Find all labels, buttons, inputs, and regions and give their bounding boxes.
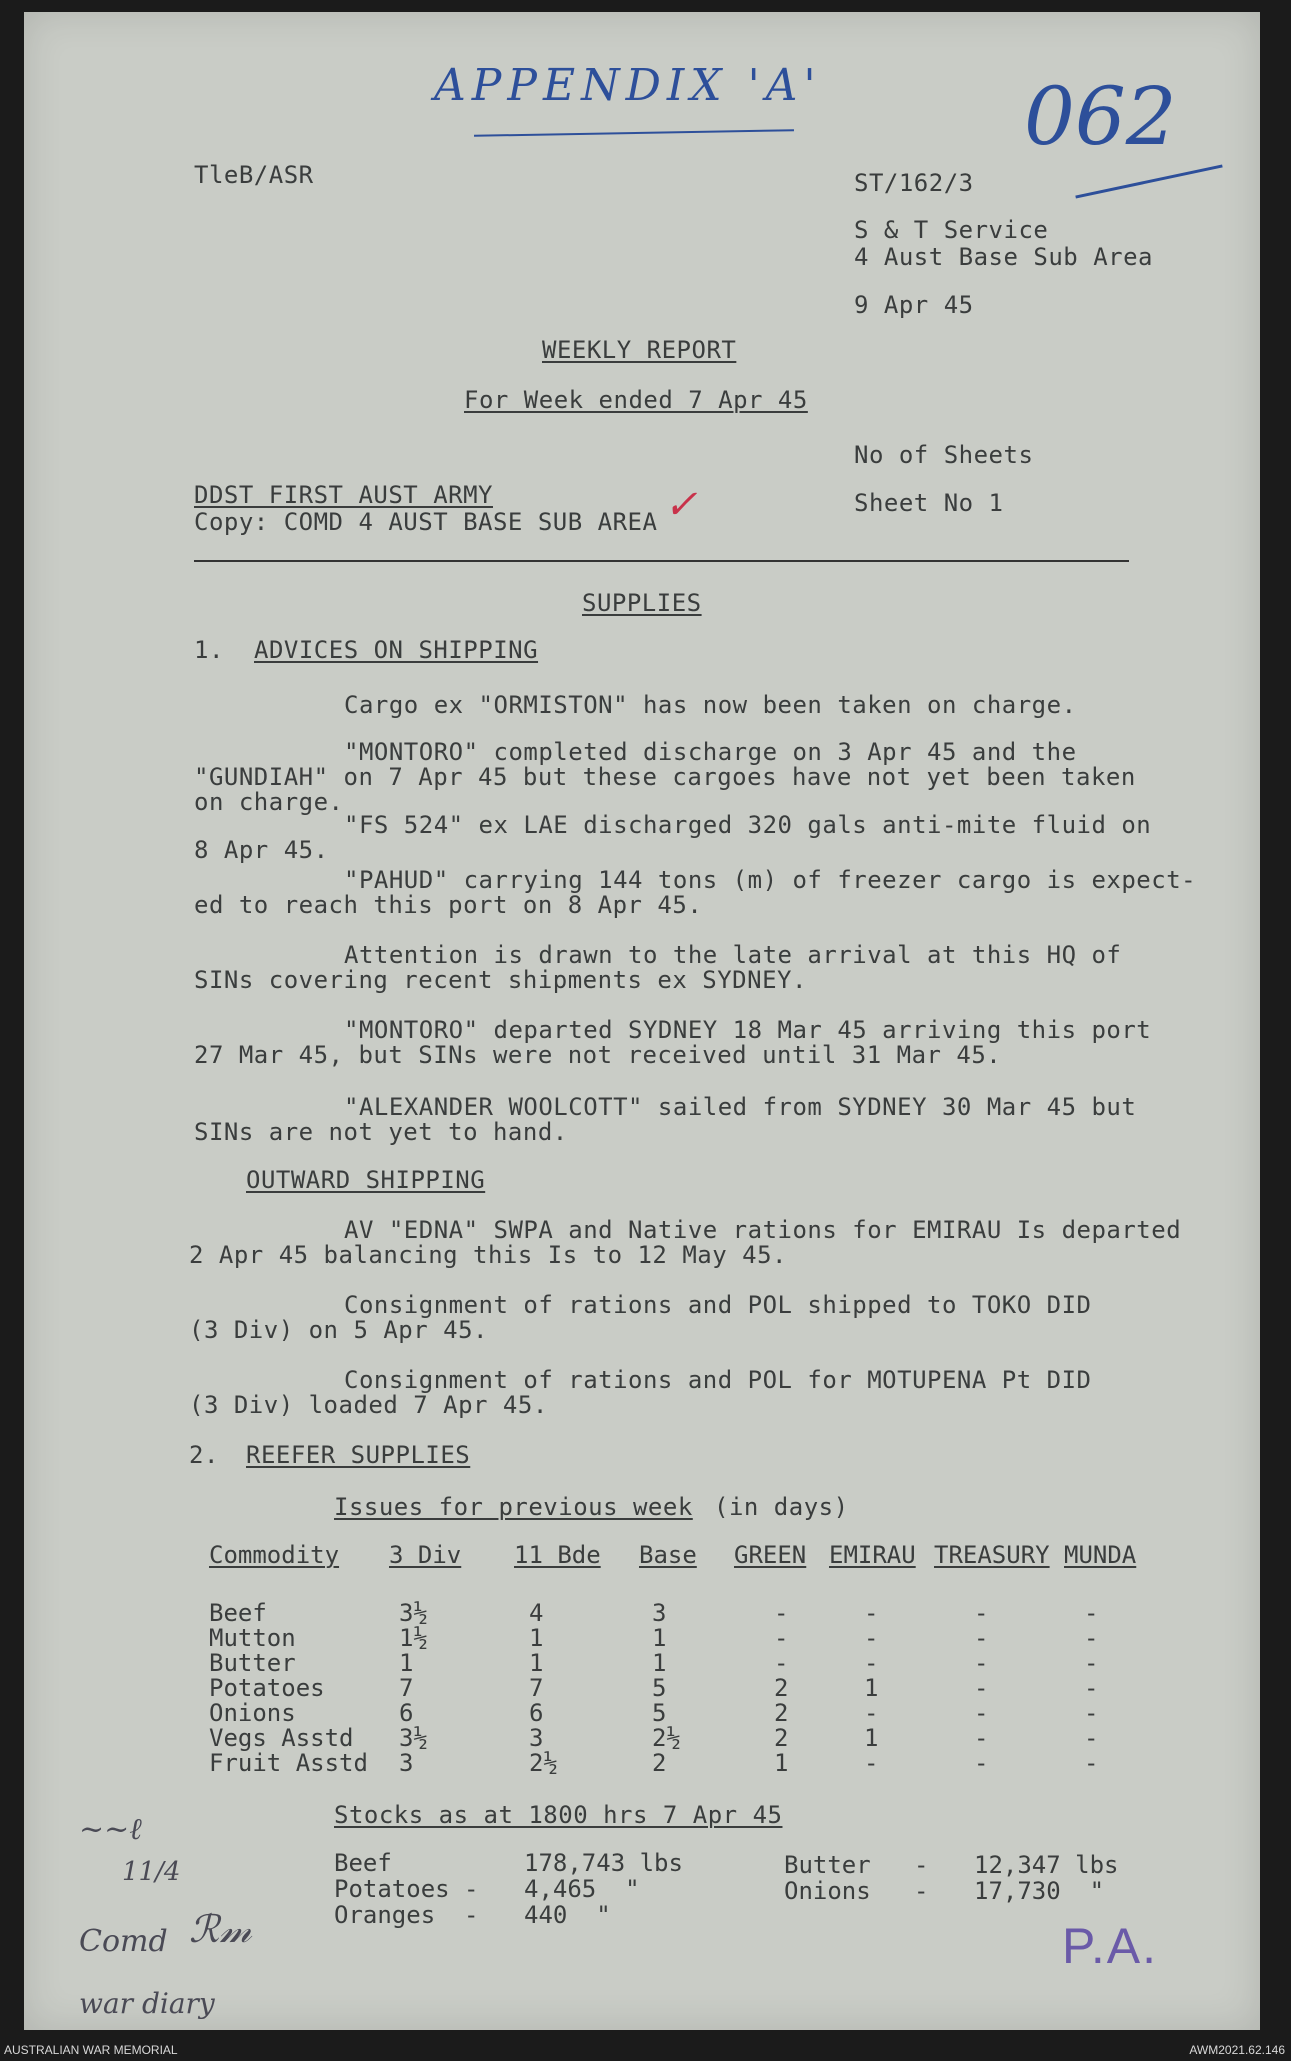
footer-right: AWM2021.62.146 (1189, 2043, 1285, 2057)
issues-table-header (184, 1542, 1184, 1578)
issue-days-cell: - (774, 1599, 789, 1627)
issue-days-cell: - (974, 1724, 989, 1752)
stock-qty: 12,347 lbs (974, 1851, 1119, 1879)
col-header-treasury: TREASURY (934, 1541, 1050, 1569)
col-header-emirau: EMIRAU (829, 1541, 916, 1569)
issue-days-cell: 3½ (399, 1599, 428, 1627)
issue-days-cell: 6 (399, 1699, 414, 1727)
unit-line-2: 4 Aust Base Sub Area (854, 243, 1153, 271)
para-edna-2: 2 Apr 45 balancing this Is to 12 May 45. (189, 1241, 787, 1269)
unit-line-1: S & T Service (854, 216, 1049, 244)
stock-item: Onions (784, 1877, 871, 1905)
appendix-underline (474, 129, 794, 137)
issue-days-cell: - (864, 1749, 879, 1777)
issue-days-cell: 3½ (399, 1724, 428, 1752)
issue-days-cell: - (774, 1624, 789, 1652)
table-row (184, 1725, 1184, 1750)
issue-days-cell: - (974, 1674, 989, 1702)
para-ormiston: Cargo ex "ORMISTON" has now been taken on charge. (344, 691, 1077, 719)
para-fs524-1: "FS 524" ex LAE discharged 320 gals anti-mite fluid on (344, 811, 1152, 839)
issue-days-cell: 1 (399, 1649, 414, 1677)
table-row (184, 1700, 1184, 1725)
issues-suffix: (in days) (714, 1493, 849, 1521)
issue-days-cell: - (974, 1649, 989, 1677)
issue-days-cell: - (1084, 1599, 1099, 1627)
commodity-cell: Potatoes (209, 1674, 325, 1702)
addressee: DDST FIRST AUST ARMY (194, 481, 493, 509)
issue-days-cell: 7 (529, 1674, 544, 1702)
section-1-number: 1. (194, 636, 224, 664)
col-header-3-div: 3 Div (389, 1541, 462, 1569)
issue-days-cell: 3 (529, 1724, 544, 1752)
para-attention-2: SINs covering recent shipments ex SYDNEY. (194, 966, 807, 994)
para-montoro-sins-2: 27 Mar 45, but SINs were not received until 31 Mar 45. (194, 1041, 1002, 1069)
issue-days-cell: 7 (399, 1674, 414, 1702)
commodity-cell: Onions (209, 1699, 296, 1727)
issue-days-cell: 2 (774, 1699, 789, 1727)
stock-dash: - (914, 1851, 929, 1879)
issue-days-cell: 2 (652, 1749, 667, 1777)
copy-to: Copy: COMD 4 AUST BASE SUB AREA (194, 508, 658, 536)
footer-left: AUSTRALIAN WAR MEMORIAL (4, 2043, 178, 2057)
issue-days-cell: 1 (529, 1624, 544, 1652)
table-row (184, 1750, 1184, 1775)
issue-days-cell: - (974, 1599, 989, 1627)
issue-days-cell: - (974, 1699, 989, 1727)
section-2-heading: REEFER SUPPLIES (246, 1441, 471, 1469)
para-toko-2: (3 Div) on 5 Apr 45. (189, 1316, 488, 1344)
section-2-number: 2. (189, 1441, 219, 1469)
issue-days-cell: 5 (652, 1674, 667, 1702)
issue-days-cell: 3 (652, 1599, 667, 1627)
para-montoro-sins-1: "MONTORO" departed SYDNEY 18 Mar 45 arriving this port (344, 1016, 1152, 1044)
issue-days-cell: 1 (652, 1649, 667, 1677)
issue-days-cell: - (1084, 1749, 1099, 1777)
table-row (184, 1675, 1184, 1700)
issue-days-cell: 1 (864, 1724, 879, 1752)
no-of-sheets: No of Sheets (854, 441, 1034, 469)
issue-days-cell: 5 (652, 1699, 667, 1727)
issue-days-cell: - (974, 1624, 989, 1652)
issue-days-cell: - (864, 1699, 879, 1727)
issue-days-cell: 2½ (529, 1749, 558, 1777)
issue-days-cell: 4 (529, 1599, 544, 1627)
issue-days-cell: - (774, 1649, 789, 1677)
stock-qty: 178,743 lbs (524, 1849, 683, 1877)
report-title: WEEKLY REPORT (542, 336, 737, 364)
folio-underline (1075, 164, 1222, 198)
col-header-green: GREEN (734, 1541, 807, 1569)
handwritten-initials: ~~ℓ (79, 1812, 142, 1847)
para-fs524-2: 8 Apr 45. (194, 836, 329, 864)
section-1-heading: ADVICES ON SHIPPING (254, 636, 539, 664)
ref-left: TleB/ASR (194, 161, 314, 189)
para-toko-1: Consignment of rations and POL shipped to TOKO DID (344, 1291, 1092, 1319)
stock-item: Oranges (334, 1901, 436, 1929)
commodity-cell: Fruit Asstd (209, 1749, 368, 1777)
appendix-annotation: APPENDIX 'A' (434, 60, 822, 111)
issue-days-cell: - (1084, 1649, 1099, 1677)
issue-days-cell: - (864, 1599, 879, 1627)
issue-days-cell: 1 (864, 1674, 879, 1702)
report-date: 9 Apr 45 (854, 291, 974, 319)
sheet-no: Sheet No 1 (854, 489, 1004, 517)
issue-days-cell: - (1084, 1674, 1099, 1702)
issue-days-cell: - (864, 1649, 879, 1677)
header-divider (194, 560, 1129, 562)
issues-title: Issues for previous week (334, 1493, 693, 1521)
handwritten-date: 11/4 (122, 1857, 181, 1887)
para-edna-1: AV "EDNA" SWPA and Native rations for EMIRAU Is departed (344, 1216, 1182, 1244)
para-montoro-2: "GUNDIAH" on 7 Apr 45 but these cargoes have not yet been taken (194, 763, 1136, 791)
table-row (184, 1625, 1184, 1650)
issue-days-cell: - (1084, 1699, 1099, 1727)
stock-qty: 440 " (524, 1901, 611, 1929)
col-header-11-bde: 11 Bde (514, 1541, 601, 1569)
handwritten-signature: ℛ𝓂 (189, 1907, 252, 1951)
report-subtitle: For Week ended 7 Apr 45 (464, 386, 808, 414)
issue-days-cell: 1 (529, 1649, 544, 1677)
outward-shipping-heading: OUTWARD SHIPPING (246, 1166, 486, 1194)
para-attention-1: Attention is drawn to the late arrival at this HQ of (344, 941, 1122, 969)
section-title: SUPPLIES (582, 589, 702, 617)
issue-days-cell: - (974, 1749, 989, 1777)
stock-qty: 17,730 " (974, 1877, 1105, 1905)
para-woolcott-1: "ALEXANDER WOOLCOTT" sailed from SYDNEY 30 Mar 45 but (344, 1093, 1137, 1121)
issue-days-cell: - (1084, 1724, 1099, 1752)
para-pahud-1: "PAHUD" carrying 144 tons (m) of freezer cargo is expect- (344, 866, 1197, 894)
stock-item: Butter (784, 1851, 871, 1879)
stock-dash: - (914, 1877, 929, 1905)
para-pahud-2: ed to reach this port on 8 Apr 45. (194, 891, 703, 919)
handwritten-comd: Comd (79, 1924, 168, 1959)
issue-days-cell: - (1084, 1624, 1099, 1652)
issue-days-cell: 1½ (399, 1624, 428, 1652)
issue-days-cell: 1 (774, 1749, 789, 1777)
ref-right: ST/162/3 (854, 169, 974, 197)
red-tick-mark: ✓ (664, 482, 698, 528)
commodity-cell: Beef (209, 1599, 267, 1627)
issue-days-cell: - (864, 1624, 879, 1652)
stock-item: Beef (334, 1849, 392, 1877)
para-montoro-1: "MONTORO" completed discharge on 3 Apr 45 and the (344, 738, 1077, 766)
issue-days-cell: 2 (774, 1724, 789, 1752)
commodity-cell: Butter (209, 1649, 296, 1677)
issue-days-cell: 2½ (652, 1724, 681, 1752)
col-header-commodity: Commodity (209, 1541, 340, 1569)
commodity-cell: Vegs Asstd (209, 1724, 354, 1752)
issue-days-cell: 2 (774, 1674, 789, 1702)
stocks-title: Stocks as at 1800 hrs 7 Apr 45 (334, 1801, 783, 1829)
stock-item: Potatoes (334, 1875, 450, 1903)
issue-days-cell: 1 (652, 1624, 667, 1652)
para-woolcott-2: SINs are not yet to hand. (194, 1118, 568, 1146)
col-header-base: Base (639, 1541, 697, 1569)
para-motupena-2: (3 Div) loaded 7 Apr 45. (189, 1391, 548, 1419)
stock-dash: - (464, 1901, 479, 1929)
stock-qty: 4,465 " (524, 1875, 640, 1903)
para-montoro-3: on charge. (194, 788, 344, 816)
issue-days-cell: 6 (529, 1699, 544, 1727)
table-row (184, 1600, 1184, 1625)
para-motupena-1: Consignment of rations and POL for MOTUPENA Pt DID (344, 1366, 1092, 1394)
commodity-cell: Mutton (209, 1624, 296, 1652)
folio-number: 062 (1024, 70, 1177, 163)
stock-dash: - (464, 1875, 479, 1903)
table-row (184, 1650, 1184, 1675)
issues-table (184, 1542, 1184, 1775)
pa-stamp: P.A. (1062, 1918, 1159, 1974)
handwritten-war-diary: war diary (79, 1987, 215, 2020)
col-header-munda: MUNDA (1064, 1541, 1137, 1569)
issues-table-body (184, 1600, 1184, 1775)
issue-days-cell: 3 (399, 1749, 414, 1777)
document-page (24, 12, 1260, 2030)
